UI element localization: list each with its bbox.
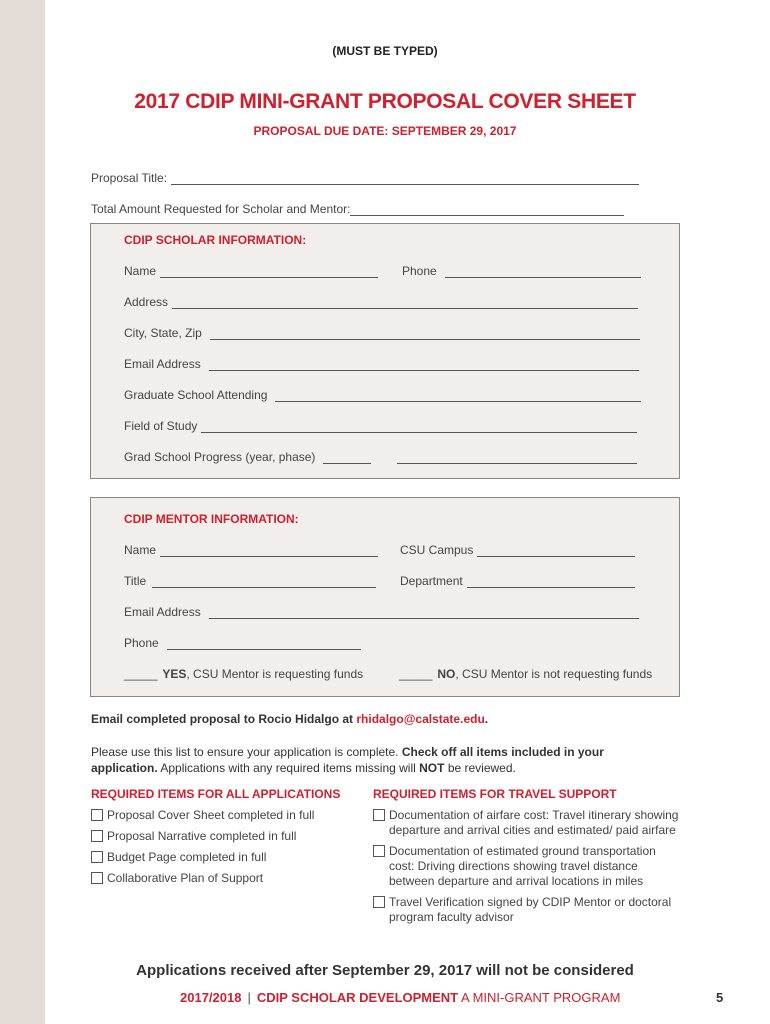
deadline-notice: Applications received after September 29, 2017 will not be considered [136, 962, 634, 979]
mentor-department-input[interactable] [467, 576, 635, 588]
mentor-title-input[interactable] [152, 576, 376, 588]
list-item[interactable] [91, 829, 351, 844]
mentor-yes-label: YES [162, 667, 187, 681]
scholar-phone-field[interactable] [402, 264, 641, 278]
scholar-phone-input[interactable] [445, 266, 641, 278]
footer-program-bold: CDIP SCHOLAR DEVELOPMENT [256, 990, 459, 1005]
mentor-phone-input[interactable] [167, 638, 361, 650]
scholar-field-of-study-label: Field of Study [124, 419, 198, 433]
required-all-heading: REQUIRED ITEMS FOR ALL APPLICATIONS [91, 787, 341, 801]
list-item[interactable] [91, 808, 351, 823]
page-title: 2017 CDIP MINI-GRANT PROPOSAL COVER SHEET [134, 90, 636, 113]
mentor-phone-label: Phone [124, 636, 159, 650]
required-travel-list [373, 808, 683, 925]
scholar-name-input[interactable] [160, 266, 378, 278]
mentor-department-field[interactable] [400, 574, 635, 588]
scholar-email-label: Email Address [124, 357, 201, 371]
scholar-phone-label: Phone [402, 264, 437, 278]
footer-program-rest: A MINI-GRANT PROGRAM [458, 990, 621, 1005]
mentor-campus-label: CSU Campus [400, 543, 474, 557]
due-date: PROPOSAL DUE DATE: SEPTEMBER 29, 2017 [253, 124, 517, 138]
checkbox[interactable] [91, 830, 103, 842]
scholar-city-label: City, State, Zip [124, 326, 202, 340]
email-instruction-period: . [484, 712, 489, 726]
required-all-list [91, 808, 351, 886]
footer-year: 2017/2018 [180, 990, 242, 1005]
mentor-campus-input[interactable] [477, 545, 635, 557]
scholar-field-of-study-field[interactable] [124, 419, 637, 433]
scholar-city-field[interactable] [124, 326, 640, 340]
list-item[interactable] [91, 871, 351, 886]
scholar-address-input[interactable] [172, 297, 638, 309]
scholar-address-field[interactable] [124, 295, 638, 309]
proposal-title-label: Proposal Title: [91, 171, 168, 185]
scholar-grad-school-label: Graduate School Attending [124, 388, 268, 402]
scholar-progress-field[interactable] [124, 450, 637, 464]
scholar-info-box [90, 223, 680, 479]
mentor-name-label: Name [124, 543, 157, 557]
proposal-title-field[interactable] [91, 171, 639, 185]
scholar-name-label: Name [124, 264, 157, 278]
list-item[interactable] [373, 808, 683, 838]
checkbox[interactable] [91, 809, 103, 821]
email-link[interactable]: rhidalgo@calstate.edu [356, 712, 485, 726]
scholar-email-input[interactable] [209, 359, 639, 371]
amount-requested-field[interactable] [91, 202, 624, 216]
amount-requested-label: Total Amount Requested for Scholar and Mentor: [91, 202, 351, 216]
checkbox[interactable] [373, 896, 385, 908]
mentor-name-field[interactable] [124, 543, 378, 557]
list-item-label: Documentation of airfare cost: Travel itinerary showing departure and arrival cities and estimated/ paid airfare [389, 808, 679, 837]
scholar-progress-year-input[interactable] [323, 452, 371, 464]
mentor-no-text: , CSU Mentor is not requesting funds [455, 667, 653, 681]
list-item[interactable] [91, 850, 351, 865]
list-item-label: Proposal Cover Sheet completed in full [107, 808, 315, 822]
proposal-title-input[interactable] [171, 173, 639, 185]
email-instruction [91, 712, 488, 726]
mentor-no-blank[interactable]: _____ [399, 667, 433, 681]
page-number: 5 [716, 990, 724, 1005]
mentor-campus-field[interactable] [400, 543, 635, 557]
list-item-label: Proposal Narrative completed in full [107, 829, 297, 843]
scholar-email-field[interactable] [124, 357, 639, 371]
mentor-no-label: NO [437, 667, 456, 681]
mentor-yes-blank[interactable]: _____ [124, 667, 158, 681]
scholar-progress-label: Grad School Progress (year, phase) [124, 450, 316, 464]
instructions-text-1: Please use this list to ensure your application is complete. [91, 745, 402, 759]
list-item[interactable] [373, 844, 683, 889]
mentor-no-option[interactable] [399, 667, 652, 681]
instructions-not: NOT [419, 761, 445, 775]
required-travel-heading: REQUIRED ITEMS FOR TRAVEL SUPPORT [373, 787, 617, 801]
email-instruction-text: Email completed proposal to Rocio Hidalgo at [91, 712, 357, 726]
instructions-text-3: be reviewed. [444, 761, 516, 775]
scholar-grad-school-field[interactable] [124, 388, 641, 402]
list-item-label: Collaborative Plan of Support [107, 871, 264, 885]
checkbox[interactable] [373, 809, 385, 821]
scholar-address-label: Address [124, 295, 169, 309]
scholar-city-input[interactable] [210, 328, 640, 340]
checkbox[interactable] [91, 872, 103, 884]
footer-program [180, 990, 620, 1005]
instructions-bold: Check off all items included in your application. [91, 745, 604, 775]
mentor-yes-option[interactable] [124, 667, 363, 681]
mentor-email-label: Email Address [124, 605, 201, 619]
mentor-heading: CDIP MENTOR INFORMATION: [124, 512, 299, 526]
mentor-email-input[interactable] [209, 607, 639, 619]
checkbox[interactable] [373, 845, 385, 857]
mentor-yes-text: , CSU Mentor is requesting funds [186, 667, 364, 681]
scholar-progress-phase-input[interactable] [397, 452, 637, 464]
amount-requested-input[interactable] [350, 204, 624, 216]
scholar-grad-school-input[interactable] [275, 390, 641, 402]
mentor-email-field[interactable] [124, 605, 639, 619]
mentor-name-input[interactable] [160, 545, 378, 557]
checklist-instructions [91, 744, 671, 776]
list-item-label: Travel Verification signed by CDIP Mentor or doctoral program faculty advisor [389, 895, 672, 924]
list-item-label: Documentation of estimated ground transportation cost: Driving directions showing travel distance between departure and arrival locations in miles [389, 844, 656, 888]
list-item-label: Budget Page completed in full [107, 850, 267, 864]
list-item[interactable] [373, 895, 683, 925]
scholar-heading: CDIP SCHOLAR INFORMATION: [124, 233, 307, 247]
mentor-title-field[interactable] [124, 574, 376, 588]
side-band [0, 0, 45, 1024]
scholar-name-field[interactable] [124, 264, 378, 278]
mentor-department-label: Department [400, 574, 463, 588]
checkbox[interactable] [91, 851, 103, 863]
footer-separator: | [247, 990, 251, 1005]
mentor-phone-field[interactable] [124, 636, 361, 650]
scholar-field-of-study-input[interactable] [201, 421, 637, 433]
mentor-title-label: Title [124, 574, 147, 588]
must-be-typed-note: (MUST BE TYPED) [332, 44, 438, 58]
instructions-text-2: Applications with any required items missing will [157, 761, 420, 775]
